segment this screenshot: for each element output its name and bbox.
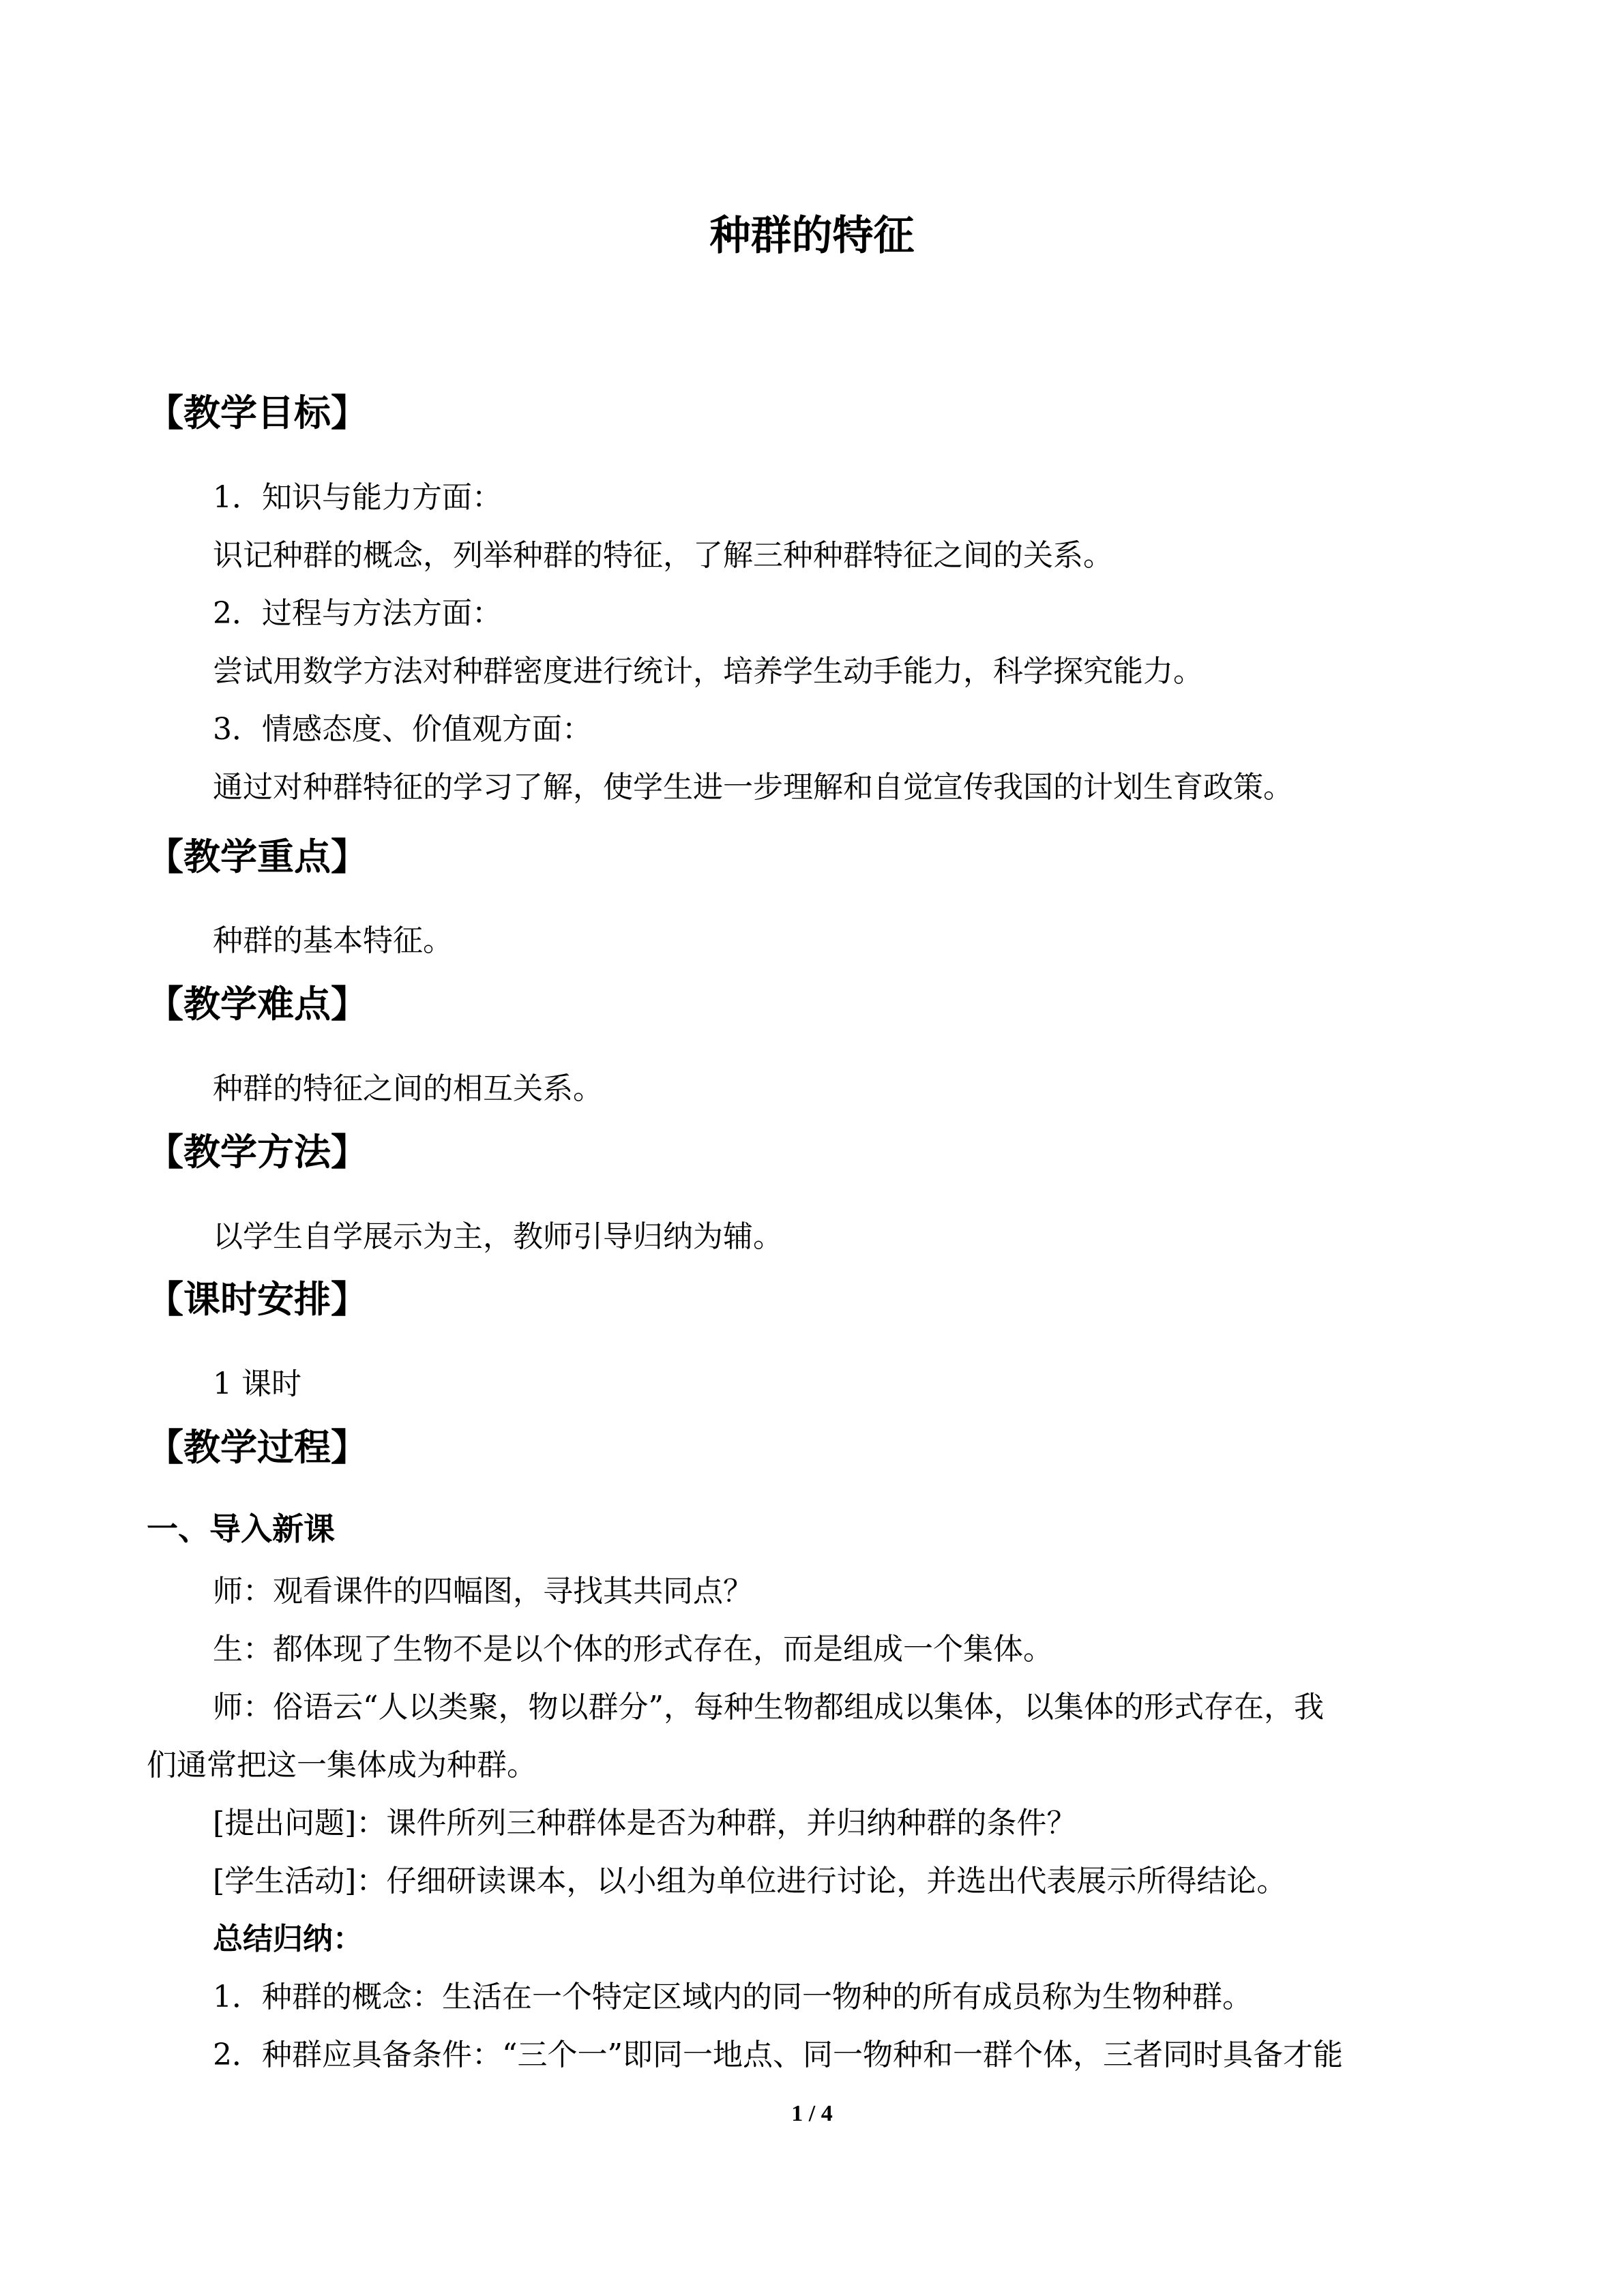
key-points-text: 种群的基本特征。	[213, 923, 453, 958]
schedule-text: 1 课时	[213, 1367, 301, 1401]
page-number: 1 / 4	[791, 2101, 833, 2126]
dialogue-line: 师：观看课件的四幅图，寻找其共同点？	[213, 1574, 753, 1609]
methods-text: 以学生自学展示为主，教师引导归纳为辅。	[213, 1219, 783, 1254]
goal-line: 1．知识与能力方面：	[213, 480, 502, 515]
dialogue-line: 生：都体现了生物不是以个体的形式存在，而是组成一个集体。	[213, 1632, 1053, 1667]
section-heading-methods: 【教学方法】	[147, 1131, 368, 1174]
dialogue-line-continuation: 们通常把这一集体成为种群。	[147, 1748, 537, 1783]
page-title: 种群的特征	[709, 212, 915, 260]
summary-label: 总结归纳：	[213, 1922, 363, 1956]
summary-line: 1．种群的概念：生活在一个特定区域内的同一物种的所有成员称为生物种群。	[213, 1980, 1252, 2014]
goal-line: 尝试用数学方法对种群密度进行统计，培养学生动手能力，科学探究能力。	[213, 654, 1203, 689]
subsection-title-intro: 一、导入新课	[147, 1510, 335, 1547]
section-heading-goals: 【教学目标】	[147, 391, 368, 434]
goal-line: 识记种群的概念，列举种群的特征，了解三种种群特征之间的关系。	[213, 538, 1113, 573]
goal-line: 2．过程与方法方面：	[213, 596, 502, 631]
section-heading-process: 【教学过程】	[147, 1426, 368, 1469]
goal-line: 通过对种群特征的学习了解，使学生进一步理解和自觉宣传我国的计划生育政策。	[213, 770, 1293, 805]
section-heading-key-points: 【教学重点】	[147, 835, 368, 878]
summary-line: 2．种群应具备条件：“三个一”即同一地点、同一物种和一群个体，三者同时具备才能	[213, 2038, 1343, 2072]
goal-line: 3．情感态度、价值观方面：	[213, 712, 592, 747]
question-line: [提出问题]：课件所列三种群体是否为种群，并归纳种群的条件？	[213, 1806, 1077, 1840]
difficulties-text: 种群的特征之间的相互关系。	[213, 1071, 603, 1106]
section-heading-difficulties: 【教学难点】	[147, 983, 368, 1026]
section-heading-schedule: 【课时安排】	[147, 1278, 368, 1321]
dialogue-line: 师：俗语云“人以类聚，物以群分”，每种生物都组成以集体，以集体的形式存在，我	[213, 1690, 1324, 1725]
activity-line: [学生活动]：仔细研读课本，以小组为单位进行讨论，并选出代表展示所得结论。	[213, 1864, 1287, 1898]
